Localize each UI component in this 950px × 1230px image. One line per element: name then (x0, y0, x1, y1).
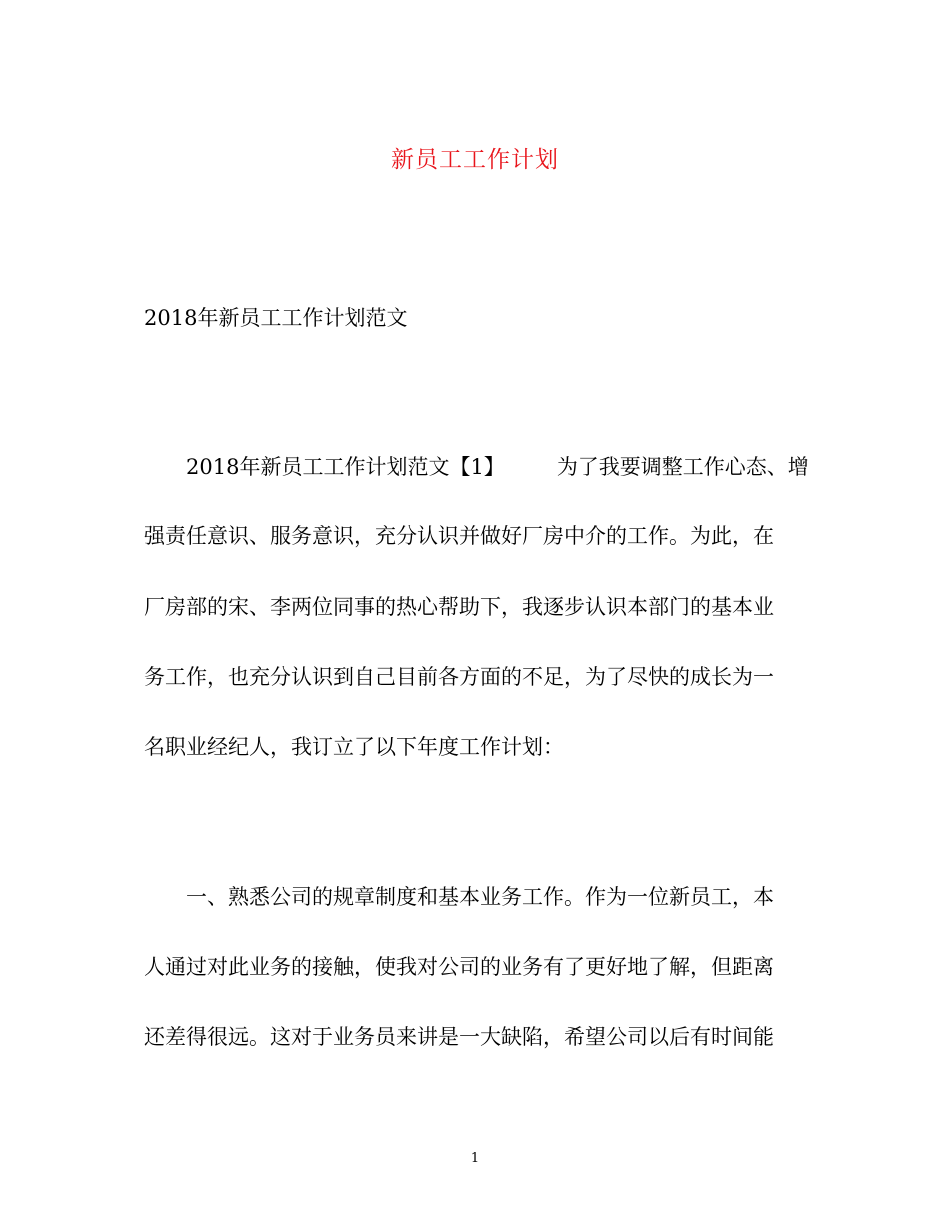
document-subtitle: 2018年新员工工作计划范文 (144, 306, 408, 330)
paragraph-2-line: 还差得很远。这对于业务员来讲是一大缺陷，希望公司以后有时间能 (144, 1025, 774, 1049)
paragraph-1-heading: 2018年新员工工作计划范文【1】 (186, 455, 505, 479)
page-number: 1 (470, 1151, 480, 1166)
paragraph-1-line: 强责任意识、服务意识，充分认识并做好厂房中介的工作。为此，在 (144, 524, 774, 548)
paragraph-1-line-1-rest: 为了我要调整工作心态、增 (556, 455, 809, 479)
paragraph-1-first-line (186, 452, 856, 482)
paragraph-2-line: 人通过对此业务的接触，使我对公司的业务有了更好地了解，但距离 (144, 955, 774, 979)
paragraph-1-line: 务工作，也充分认识到自己目前各方面的不足，为了尽快的成长为一 (144, 665, 774, 689)
paragraph-1-line: 名职业经纪人，我订立了以下年度工作计划： (144, 735, 564, 759)
paragraph-1-line: 厂房部的宋、李两位同事的热心帮助下，我逐步认识本部门的基本业 (144, 595, 774, 619)
paragraph-2-line: 一、熟悉公司的规章制度和基本业务工作。作为一位新员工，本 (186, 885, 774, 909)
document-title: 新员工工作计划 (391, 147, 559, 173)
